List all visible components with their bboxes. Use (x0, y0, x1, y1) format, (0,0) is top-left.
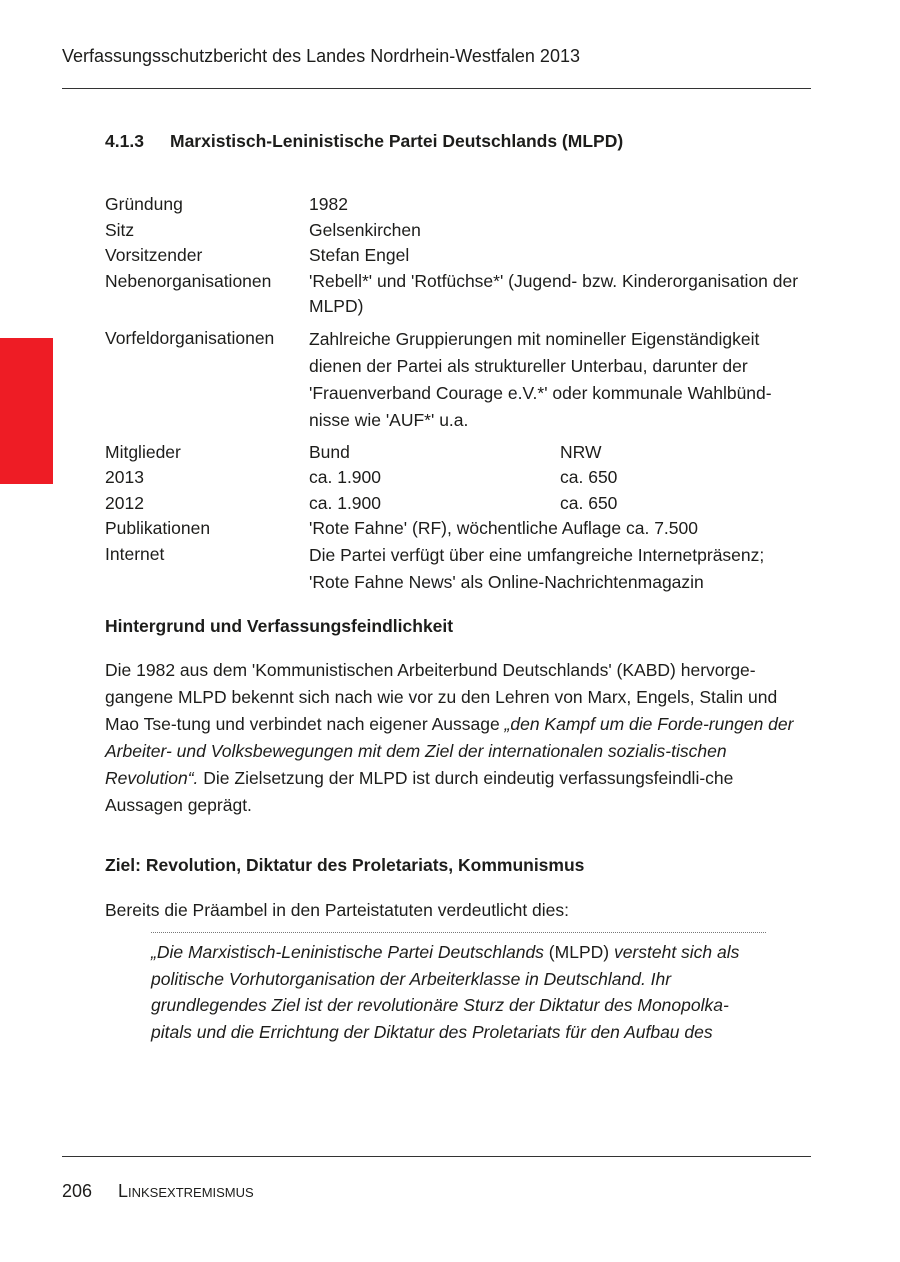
members-nrw: ca. 650 (560, 467, 618, 487)
fact-row-publikationen (105, 516, 811, 542)
goal-heading: Ziel: Revolution, Diktatur des Proletariats, Kommunismus (105, 855, 585, 875)
quoted-text: „den Kampf um die Forde-rungen der Arbeiter- und Volksbewegungen mit dem Ziel der internationalen sozialis-tischen Revolution“. (105, 714, 794, 788)
members-bund: ca. 1.900 (309, 467, 381, 487)
fact-value: Gelsenkirchen (309, 219, 421, 240)
fact-label: Sitz (105, 219, 135, 240)
fact-label: Gründung (105, 194, 183, 214)
goal-intro: Bereits die Präambel in den Parteistatuten verdeutlicht dies: (105, 900, 570, 920)
quote-text-plain: (MLPD) (543, 942, 614, 962)
fact-value: Die Partei verfügt über eine umfangreiche Internetpräsenz; 'Rote Fahne News' als Online-Nachrichtenmagazin (309, 544, 765, 592)
footer-rule (62, 1156, 811, 1157)
fact-value: Stefan Engel (309, 245, 410, 265)
background-paragraph (105, 657, 811, 819)
fact-value: 'Rebell*' und 'Rotfüchse*' (Jugend- bzw. Kinderorganisation der MLPD) (309, 270, 799, 316)
fact-value: 1982 (309, 194, 348, 214)
fact-row-nebenorganisationen (105, 269, 811, 320)
fact-table (105, 192, 811, 596)
fact-row-gruendung (105, 192, 811, 218)
fact-label: Vorfeldorganisationen (105, 327, 275, 348)
fact-row-vorfeldorganisationen (105, 326, 811, 434)
quote-text: versteht sich als politische Vorhutorganisation der Arbeiterklasse in Deutschland. Ihr grundlegendes Ziel ist der revolutionäre Sturz der Diktatur des Monopolka-pitals und die Errichtung der Diktatur des Proletariats für den Aufbau des (151, 942, 740, 1042)
fact-row-sitz (105, 218, 811, 244)
fact-value: Zahlreiche Gruppierungen mit nomineller Eigenständigkeit dienen der Partei als struktureller Unterbau, darunter der 'Frauenverband Courage e.V.*' oder kommunale Wahlbünd-nisse wie 'AUF*' u.a. (309, 328, 772, 430)
paragraph-text: Die Zielsetzung der MLPD ist durch eindeutig verfassungsfeindli-che Aussagen geprägt. (105, 768, 734, 815)
fact-value: 'Rote Fahne' (RF), wöchentliche Auflage ca. 7.500 (309, 518, 698, 538)
fact-label: Mitglieder (105, 441, 181, 462)
members-year: 2012 (105, 492, 144, 513)
section-number: 4.1.3 (105, 131, 144, 151)
fact-row-mitglieder (105, 440, 811, 466)
section-heading (105, 131, 623, 152)
paragraph-text: Die 1982 aus dem 'Kommunistischen Arbeiterbund Deutschlands' (KABD) hervorge-gangene MLPD bekennt sich nach wie vor zu den Lehren von Marx, Engels, Stalin und Mao Tse-tung und verbindet nach eigener Aussage (105, 660, 778, 734)
members-nrw: ca. 650 (560, 492, 618, 513)
block-quote (151, 932, 766, 1045)
fact-label: Publikationen (105, 518, 211, 538)
footer-section-title: Linksextremismus (118, 1181, 254, 1201)
fact-row-internet (105, 542, 811, 596)
members-bund: ca. 1.900 (309, 492, 381, 513)
members-year: 2013 (105, 467, 144, 487)
quote-text: „Die Marxistisch-Leninistische Partei Deutschlands (151, 942, 544, 962)
members-column-bund: Bund (309, 441, 350, 462)
header-rule (62, 88, 811, 89)
section-title: Marxistisch-Leninistische Partei Deutschlands (MLPD) (170, 131, 624, 151)
chapter-tab-marker (0, 338, 53, 484)
members-row (105, 465, 811, 491)
page-number: 206 (62, 1181, 93, 1201)
members-row (105, 491, 811, 517)
fact-label: Vorsitzender (105, 245, 203, 265)
running-header: Verfassungsschutzbericht des Landes Nordrhein-Westfalen 2013 (62, 46, 580, 66)
fact-label: Internet (105, 543, 165, 564)
background-heading: Hintergrund und Verfassungsfeindlichkeit (105, 616, 454, 636)
fact-row-vorsitzender (105, 243, 811, 269)
members-column-nrw: NRW (560, 441, 602, 462)
fact-label: Nebenorganisationen (105, 270, 272, 291)
